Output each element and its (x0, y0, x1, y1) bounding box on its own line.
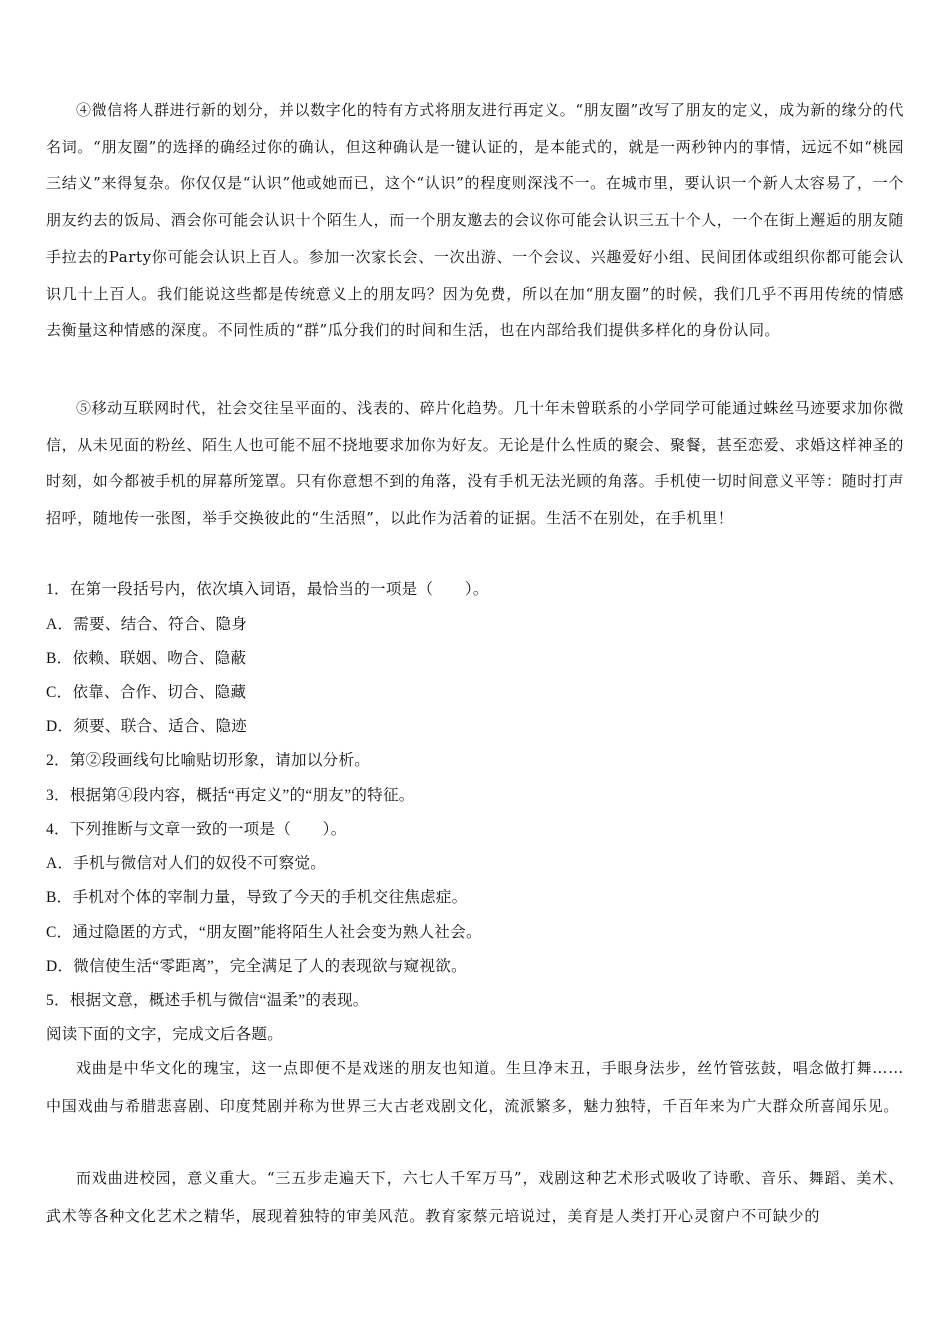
question-4-option-c: C．通过隐匿的方式，“朋友圈”能将陌生人社会变为熟人社会。 (46, 924, 482, 941)
question-4: 4．下列推断与文章一致的一项是（ ）。 (46, 821, 347, 838)
question-1-option-a: A．需要、结合、符合、隐身 (46, 616, 248, 633)
question-1-option-b: B．依赖、联姻、吻合、隐蔽 (46, 650, 247, 667)
question-1: 1．在第一段括号内，依次填入词语，最恰当的一项是（ ）。 (46, 581, 489, 598)
passage1-paragraph-4: ④微信将人群进行新的划分，并以数字化的特有方式将朋友进行再定义。“朋友圈”改写了朋友的定义，成为新的缘分的代名词。“朋友圈”的选择的确经过你的确认，但这种确认是一键认证的，是本能式的，就是一两秒钟内的事情，远远不如“桃园三结义”来得复杂。你仅仅是“认识”他或她而已，这个“认识”的程度则深浅不一。在城市里，要认识一个新人太容易了，一个朋友约去的饭局、酒会你可能会认识十个陌生人，而一个朋友邀去的会议你可能会认识三五十个人，一个在街上邂逅的朋友随手拉去的Party你可能会认识上百人。参加一次家长会、一次出游、一个会议、兴趣爱好小组、民间团体或组织你都可能会认识几十上百人。我们能说这些都是传统意义上的朋友吗？因为免费，所以在加“朋友圈”的时候，我们几乎不再用传统的情感去衡量这种情感的深度。不同性质的“群”瓜分我们的时间和生活，也在内部给我们提供多样化的身份认同。 (46, 101, 905, 340)
passage2-paragraph-1: 戏曲是中华文化的瑰宝，这一点即便不是戏迷的朋友也知道。生旦净末丑，手眼身法步，丝竹管弦鼓，唱念做打舞……中国戏曲与希腊悲喜剧、印度梵剧并称为世界三大古老戏剧文化，流派繁多，魅力独特，千百年来为广大群众所喜闻乐见。 (46, 1059, 904, 1115)
passage1-paragraph-5: ⑤移动互联网时代，社会交往呈平面的、浅表的、碎片化趋势。几十年未曾联系的小学同学可能通过蛛丝马迹要求加你微信，从未见面的粉丝、陌生人也可能不屈不挠地要求加你为好友。无论是什么性质的聚会、聚餐，甚至恋爱、求婚这样神圣的时刻，如今都被手机的屏幕所笼罩。只有你意想不到的角落，没有手机无法光顾的角落。手机使一切时间意义平等：随时打声招呼，随地传一张图，举手交换彼此的“生活照”，以此作为活着的证据。生活不在别处，在手机里！ (46, 399, 905, 528)
question-1-option-d: D．须要、联合、适合、隐迹 (46, 718, 248, 735)
question-4-option-a: A．手机与微信对人们的奴役不可察觉。 (46, 855, 327, 872)
question-2: 2．第②段画线句比喻贴切形象，请加以分析。 (46, 752, 371, 769)
question-4-option-b: B．手机对个体的宰制力量，导致了今天的手机交往焦虑症。 (46, 889, 468, 906)
passage2-intro: 阅读下面的文字，完成文后各题。 (46, 1026, 284, 1043)
question-4-option-d: D．微信使生活“零距离”，完全满足了人的表现欲与窥视欲。 (46, 958, 467, 975)
question-1-option-c: C．依靠、合作、切合、隐藏 (46, 684, 247, 701)
passage2-paragraph-2: 而戏曲进校园，意义重大。“三五步走遍天下，六七人千军万马”，戏剧这种艺术形式吸收了诗歌、音乐、舞蹈、美术、武术等各种文化艺术之精华，展现着独特的审美风范。教育家蔡元培说过，美育是人类打开心灵窗户不可缺少的 (46, 1169, 904, 1225)
question-3: 3．根据第④段内容，概括“再定义”的“朋友”的特征。 (46, 787, 415, 804)
question-5: 5．根据文意，概述手机与微信“温柔”的表现。 (46, 992, 369, 1009)
